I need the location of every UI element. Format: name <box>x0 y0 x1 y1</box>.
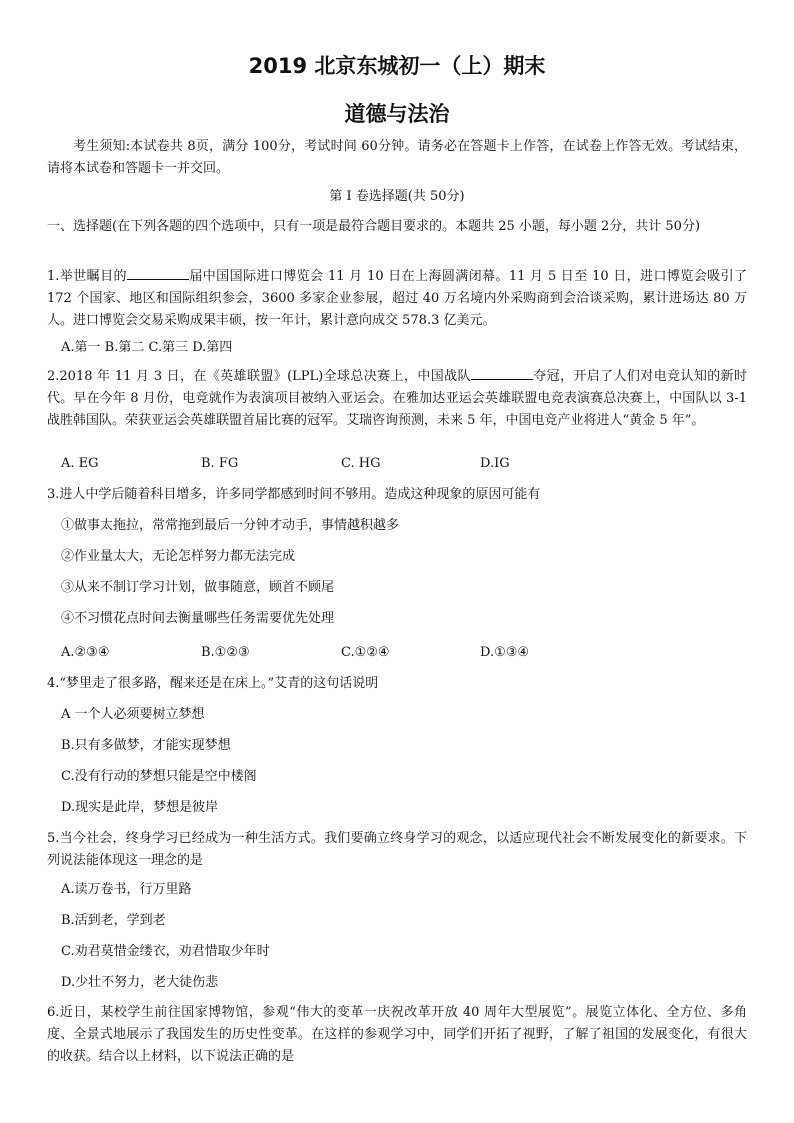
question-1-stem-start: 1.举世瞩目的 <box>47 269 127 284</box>
answer-blank <box>471 367 533 380</box>
question-3-item-4: ④不习惯花点时间去衡量哪些任务需要优先处理 <box>61 611 335 626</box>
question-4-option-a: A 一个人必须要树立梦想 <box>61 707 205 722</box>
exam-title: 2019 北京东城初一（上）期末 <box>248 54 546 78</box>
question-1-options: A.第一 B.第二 C.第三 D.第四 <box>61 340 233 355</box>
question-2-option-a: A. EG <box>61 456 99 471</box>
question-2-stem-start: 2.2018 年 11 月 3 日，在《英雄联盟》(LPL)全球总决赛上，中国战队 <box>47 369 471 384</box>
question-2-option-c: C. HG <box>341 456 381 471</box>
question-5-option-c: C.劝君莫惜金缕衣，劝君惜取少年时 <box>61 944 270 959</box>
section-heading: 第 I 卷选择题(共 50分) <box>329 189 465 204</box>
exam-notice: 考生须知:本试卷共 8页，满分 100分，考试时间 60分钟。请务必在答题卡上作答，在试卷上作答无效。考试结束，请将本试卷和答题卡一并交回。 <box>47 139 747 176</box>
question-4-option-c: C.没有行动的梦想只能是空中楼阁 <box>61 769 257 784</box>
question-3-option-a: A.②③④ <box>61 645 110 660</box>
question-3-option-c: C.①②④ <box>341 645 390 660</box>
question-6-stem: 6.近日，某校学生前往国家博物馆，参观“伟大的变革一庆祝改革开放 40 周年大型展览”。展览立体化、全方位、多角度、全景式地展示了我国发生的历史性变革。在这样的参观学习中，同学们开拓了视野，了解了祖国的发展变化，有很大的收获。结合以上材料，以下说法正确的是 <box>47 1005 747 1064</box>
question-5-option-d: D.少壮不努力，老大徒伤悲 <box>61 975 219 990</box>
question-3-stem: 3.进人中学后随着科目增多，许多同学都感到时间不够用。造成这种现象的原因可能有 <box>47 487 541 502</box>
question-1 <box>47 266 747 332</box>
question-5-option-b: B.活到老，学到老 <box>61 913 166 928</box>
question-5-option-a: A.读万卷书，行万里路 <box>61 882 192 897</box>
question-4-option-d: D.现实是此岸，梦想是彼岸 <box>61 800 219 815</box>
question-4-option-b: B.只有多做梦，才能实现梦想 <box>61 738 231 753</box>
question-5-stem: 5.当今社会，终身学习已经成为一种生活方式。我们要确立终身学习的观念，以适应现代社会不断发展变化的新要求。下列说法能体现这一理念的是 <box>47 831 747 868</box>
subject-title: 道德与法治 <box>344 102 450 126</box>
question-2 <box>47 366 747 432</box>
question-3-item-3: ③从来不制订学习计划，做事随意，顾首不顾尾 <box>61 580 335 595</box>
question-4-stem: 4.“梦里走了很多路，醒来还是在床上。”艾青的这句话说明 <box>47 676 379 691</box>
question-3-option-d: D.①③④ <box>480 645 530 660</box>
question-1-stem-end: 届中国国际进口博览会 11 月 10 日在上海圆满闭幕。11 月 5 日至 10 日，进口博览会吸引了 172 个国家、地区和国际组织参会，3600 多家企业参展，超过 40 万名境内外采购商到会洽谈采购，累计进场达 80 万人。进口博览会交易采购成果丰硕，按一年计，累计意向成交 578.3 亿美元。 <box>47 269 747 328</box>
question-3-option-b: B.①②③ <box>201 645 250 660</box>
section-instruction: 一、选择题(在下列各题的四个选项中，只有一项是最符合题目要求的。本题共 25 小题，每小题 2分，共计 50分) <box>47 219 701 234</box>
question-2-option-d: D.IG <box>480 456 510 471</box>
question-2-option-b: B. FG <box>201 456 239 471</box>
question-3-item-1: ①做事太拖拉，常常拖到最后一分钟才动手，事情越积越多 <box>61 518 400 533</box>
question-3-item-2: ②作业量太大，无论怎样努力都无法完成 <box>61 549 296 564</box>
question-2-stem-end: 夺冠，开启了人们对电竞认知的新时代。早在今年 8 月份，电竞就作为表演项目被纳入亚运会。在雅加达亚运会英雄联盟电竞表演赛总决赛上，中国队以 3-1 战胜韩国队。荣获亚运会英雄联盟首届比赛的冠军。艾瑞咨询预测，未来 5 年，中国电竞产业将进人“黄金 5 年”。 <box>47 369 747 428</box>
answer-blank <box>127 267 189 280</box>
